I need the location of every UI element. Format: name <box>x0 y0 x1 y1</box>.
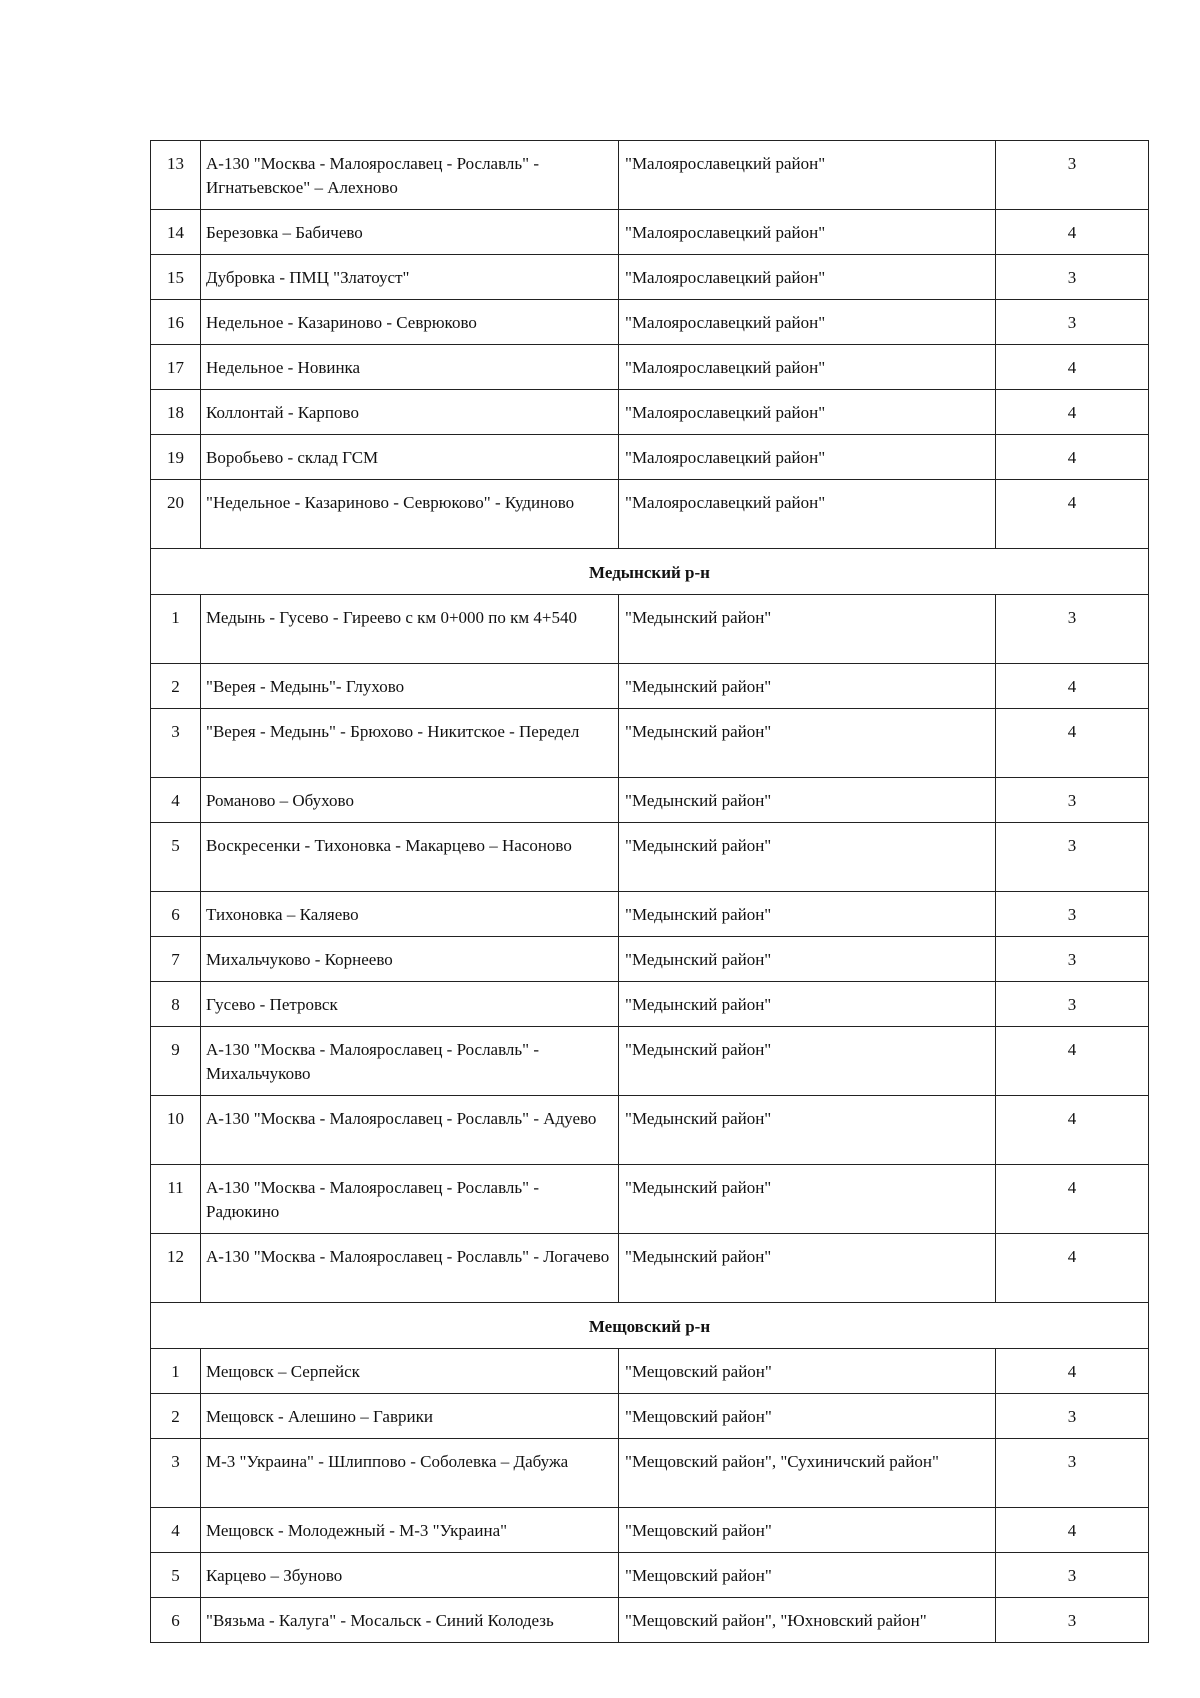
row-number: 4 <box>151 778 201 823</box>
row-number: 3 <box>151 1439 201 1508</box>
road-name: Коллонтай - Карпово <box>201 390 619 435</box>
table-row <box>151 823 1149 892</box>
road-name: Романово – Обухово <box>201 778 619 823</box>
roads-table-page <box>150 140 1148 1643</box>
row-number: 5 <box>151 1553 201 1598</box>
road-category: 4 <box>996 664 1149 709</box>
table-row <box>151 1439 1149 1508</box>
table-row <box>151 1553 1149 1598</box>
district-name: "Мещовский район" <box>619 1349 996 1394</box>
road-category: 3 <box>996 300 1149 345</box>
road-category: 4 <box>996 1096 1149 1165</box>
road-category: 4 <box>996 1234 1149 1303</box>
row-number: 9 <box>151 1027 201 1096</box>
district-name: "Мещовский район" <box>619 1508 996 1553</box>
road-category: 4 <box>996 390 1149 435</box>
road-name: Медынь - Гусево - Гиреево с км 0+000 по км 4+540 <box>201 595 619 664</box>
road-category: 3 <box>996 982 1149 1027</box>
road-category: 4 <box>996 1349 1149 1394</box>
road-name: "Верея - Медынь"- Глухово <box>201 664 619 709</box>
table-row <box>151 480 1149 549</box>
road-category: 3 <box>996 141 1149 210</box>
district-name: "Медынский район" <box>619 982 996 1027</box>
table-row <box>151 210 1149 255</box>
district-name: "Медынский район" <box>619 1027 996 1096</box>
district-name: "Медынский район" <box>619 778 996 823</box>
road-name: Михальчуково - Корнеево <box>201 937 619 982</box>
road-category: 3 <box>996 892 1149 937</box>
road-category: 4 <box>996 480 1149 549</box>
row-number: 12 <box>151 1234 201 1303</box>
table-row <box>151 1096 1149 1165</box>
row-number: 17 <box>151 345 201 390</box>
road-category: 3 <box>996 1439 1149 1508</box>
district-name: "Малоярославецкий район" <box>619 345 996 390</box>
road-category: 3 <box>996 255 1149 300</box>
table-row <box>151 1598 1149 1643</box>
table-row <box>151 892 1149 937</box>
district-name: "Мещовский район", "Сухиничский район" <box>619 1439 996 1508</box>
road-category: 4 <box>996 709 1149 778</box>
district-name: "Малоярославецкий район" <box>619 255 996 300</box>
row-number: 19 <box>151 435 201 480</box>
table-row <box>151 778 1149 823</box>
table-row <box>151 390 1149 435</box>
table-row <box>151 255 1149 300</box>
table-row <box>151 937 1149 982</box>
road-category: 3 <box>996 1394 1149 1439</box>
road-category: 4 <box>996 345 1149 390</box>
road-name: Воробьево - склад ГСМ <box>201 435 619 480</box>
district-name: "Малоярославецкий район" <box>619 390 996 435</box>
road-name: Мещовск - Алешино – Гаврики <box>201 1394 619 1439</box>
section-title: Медынский р-н <box>151 549 1149 595</box>
table-row <box>151 1165 1149 1234</box>
district-name: "Медынский район" <box>619 823 996 892</box>
district-name: "Медынский район" <box>619 709 996 778</box>
road-name: Воскресенки - Тихоновка - Макарцево – Насоново <box>201 823 619 892</box>
section-header-row <box>151 549 1149 595</box>
road-category: 4 <box>996 435 1149 480</box>
road-category: 3 <box>996 595 1149 664</box>
road-name: М-3 "Украина" - Шлиппово - Соболевка – Дабужа <box>201 1439 619 1508</box>
road-name: Тихоновка – Каляево <box>201 892 619 937</box>
row-number: 1 <box>151 595 201 664</box>
table-row <box>151 1394 1149 1439</box>
row-number: 13 <box>151 141 201 210</box>
road-category: 3 <box>996 937 1149 982</box>
table-row <box>151 1027 1149 1096</box>
road-name: Гусево - Петровск <box>201 982 619 1027</box>
road-category: 3 <box>996 1598 1149 1643</box>
road-category: 4 <box>996 210 1149 255</box>
table-row <box>151 1508 1149 1553</box>
district-name: "Медынский район" <box>619 892 996 937</box>
road-name: Дубровка - ПМЦ "Златоуст" <box>201 255 619 300</box>
row-number: 8 <box>151 982 201 1027</box>
row-number: 2 <box>151 664 201 709</box>
row-number: 20 <box>151 480 201 549</box>
road-category: 3 <box>996 778 1149 823</box>
district-name: "Медынский район" <box>619 664 996 709</box>
table-row <box>151 982 1149 1027</box>
district-name: "Медынский район" <box>619 937 996 982</box>
district-name: "Медынский район" <box>619 1234 996 1303</box>
table-row <box>151 141 1149 210</box>
district-name: "Малоярославецкий район" <box>619 210 996 255</box>
row-number: 1 <box>151 1349 201 1394</box>
row-number: 3 <box>151 709 201 778</box>
row-number: 11 <box>151 1165 201 1234</box>
road-name: А-130 "Москва - Малоярославец - Рославль" - Игнатьевское" – Алехново <box>201 141 619 210</box>
road-category: 4 <box>996 1165 1149 1234</box>
road-name: "Вязьма - Калуга" - Мосальск - Синий Колодезь <box>201 1598 619 1643</box>
section-header-row <box>151 1303 1149 1349</box>
district-name: "Малоярославецкий район" <box>619 480 996 549</box>
row-number: 10 <box>151 1096 201 1165</box>
road-name: Березовка – Бабичево <box>201 210 619 255</box>
road-name: Недельное - Казариново - Севрюково <box>201 300 619 345</box>
road-category: 4 <box>996 1508 1149 1553</box>
row-number: 4 <box>151 1508 201 1553</box>
table-row <box>151 300 1149 345</box>
table-row <box>151 709 1149 778</box>
table-row <box>151 664 1149 709</box>
district-name: "Мещовский район" <box>619 1394 996 1439</box>
road-category: 3 <box>996 823 1149 892</box>
table-row <box>151 595 1149 664</box>
district-name: "Медынский район" <box>619 1096 996 1165</box>
table-row <box>151 345 1149 390</box>
row-number: 14 <box>151 210 201 255</box>
road-name: "Недельное - Казариново - Севрюково" - Кудиново <box>201 480 619 549</box>
district-name: "Медынский район" <box>619 1165 996 1234</box>
row-number: 15 <box>151 255 201 300</box>
district-name: "Медынский район" <box>619 595 996 664</box>
district-name: "Малоярославецкий район" <box>619 141 996 210</box>
row-number: 6 <box>151 1598 201 1643</box>
table-row <box>151 435 1149 480</box>
section-title: Мещовский р-н <box>151 1303 1149 1349</box>
road-name: Недельное - Новинка <box>201 345 619 390</box>
table-row <box>151 1234 1149 1303</box>
road-name: А-130 "Москва - Малоярославец - Рославль" - Логачево <box>201 1234 619 1303</box>
district-name: "Мещовский район" <box>619 1553 996 1598</box>
row-number: 18 <box>151 390 201 435</box>
road-name: Мещовск - Молодежный - М-3 "Украина" <box>201 1508 619 1553</box>
road-name: А-130 "Москва - Малоярославец - Рославль" - Адуево <box>201 1096 619 1165</box>
road-category: 4 <box>996 1027 1149 1096</box>
road-name: "Верея - Медынь" - Брюхово - Никитское - Передел <box>201 709 619 778</box>
district-name: "Мещовский район", "Юхновский район" <box>619 1598 996 1643</box>
roads-table <box>150 140 1149 1643</box>
row-number: 6 <box>151 892 201 937</box>
road-name: А-130 "Москва - Малоярославец - Рославль" - Радюкино <box>201 1165 619 1234</box>
district-name: "Малоярославецкий район" <box>619 300 996 345</box>
road-name: Карцево – Збуново <box>201 1553 619 1598</box>
table-row <box>151 1349 1149 1394</box>
row-number: 16 <box>151 300 201 345</box>
road-name: Мещовск – Серпейск <box>201 1349 619 1394</box>
road-name: А-130 "Москва - Малоярославец - Рославль" - Михальчуково <box>201 1027 619 1096</box>
road-category: 3 <box>996 1553 1149 1598</box>
district-name: "Малоярославецкий район" <box>619 435 996 480</box>
row-number: 5 <box>151 823 201 892</box>
row-number: 7 <box>151 937 201 982</box>
row-number: 2 <box>151 1394 201 1439</box>
